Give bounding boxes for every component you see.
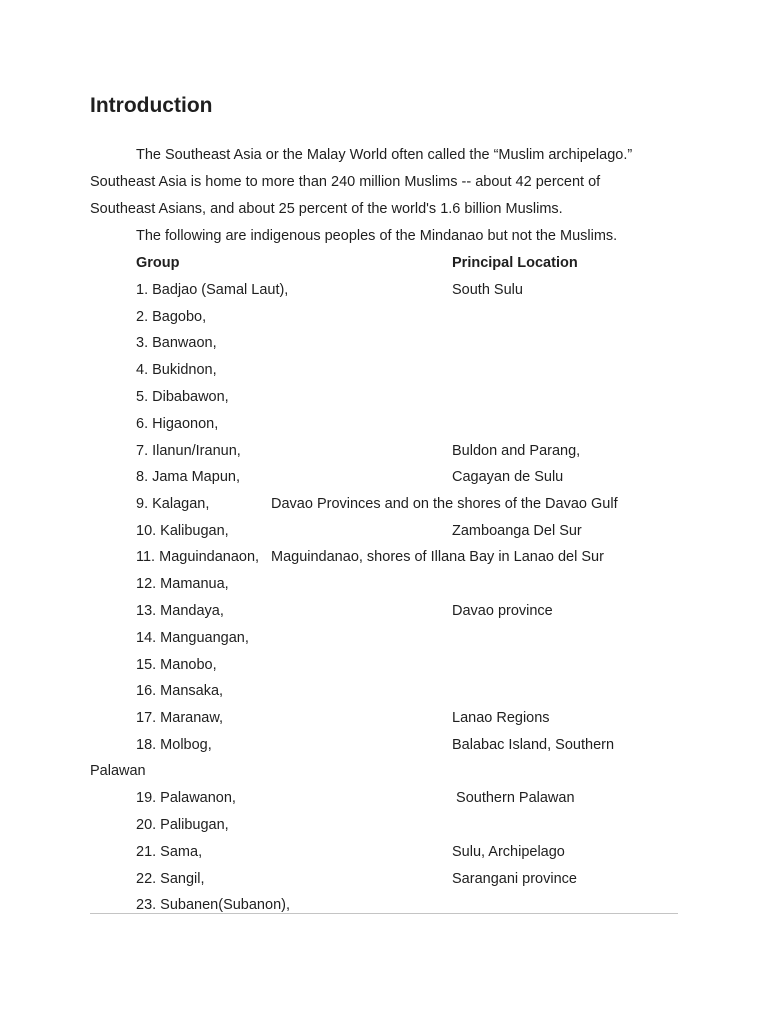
table-row-location: Davao province — [452, 603, 553, 619]
table-row-group: 13. Mandaya, — [136, 603, 224, 619]
table-row-group: 16. Mansaka, — [136, 683, 224, 699]
table-row-location: Sarangani province — [452, 871, 577, 887]
intro-line-4: The following are indigenous peoples of the Mindanao but not the Muslims. — [136, 228, 618, 244]
table-row-group: 1. Badjao (Samal Laut), — [136, 282, 289, 298]
page-title: Introduction — [90, 94, 213, 117]
table-row-location: Zamboanga Del Sur — [452, 523, 582, 539]
page-divider — [90, 913, 678, 914]
intro-line-3: Southeast Asians, and about 25 percent of the world's 1.6 billion Muslims. — [90, 201, 563, 217]
intro-line-2: Southeast Asia is home to more than 240 million Muslims -- about 42 percent of — [90, 174, 601, 190]
table-row-group: 18. Molbog, — [136, 737, 212, 753]
table-row-location-continuation: Palawan — [90, 763, 146, 779]
table-row-group: 23. Subanen(Subanon), — [136, 897, 290, 913]
table-row-group: 4. Bukidnon, — [136, 362, 217, 378]
table-row-group: 10. Kalibugan, — [136, 523, 229, 539]
table-row-group: 9. Kalagan, — [136, 496, 210, 512]
table-row-location: South Sulu — [452, 282, 523, 298]
table-row-location: Balabac Island, Southern — [452, 737, 615, 753]
table-row-group: 11. Maguindanaon, — [136, 549, 260, 565]
table-row-group: 22. Sangil, — [136, 871, 205, 887]
table-row-group: 20. Palibugan, — [136, 817, 229, 833]
intro-line-1: The Southeast Asia or the Malay World often called the “Muslim archipelago.” — [136, 147, 633, 163]
table-row-group: 5. Dibabawon, — [136, 389, 229, 405]
table-row-group: 12. Mamanua, — [136, 576, 229, 592]
table-row-group: 19. Palawanon, — [136, 790, 236, 806]
table-header-location: Principal Location — [452, 255, 578, 271]
table-row-location: Southern Palawan — [452, 790, 575, 806]
table-row-location: Maguindanao, shores of Illana Bay in Lanao del Sur — [271, 549, 604, 565]
table-row-group: 7. Ilanun/Iranun, — [136, 443, 241, 459]
table-row-group: 17. Maranaw, — [136, 710, 224, 726]
table-row-location: Lanao Regions — [452, 710, 550, 726]
table-row-location: Sulu, Archipelago — [452, 844, 565, 860]
table-row-location: Buldon and Parang, — [452, 443, 581, 459]
table-row-group: 2. Bagobo, — [136, 309, 207, 325]
table-row-group: 8. Jama Mapun, — [136, 469, 240, 485]
table-row-group: 21. Sama, — [136, 844, 203, 860]
table-row-group: 14. Manguangan, — [136, 630, 249, 646]
table-row-location: Cagayan de Sulu — [452, 469, 564, 485]
table-row-group: 15. Manobo, — [136, 657, 217, 673]
table-row-group: 3. Banwaon, — [136, 335, 217, 351]
table-header-group: Group — [136, 255, 180, 271]
table-row-group: 6. Higaonon, — [136, 416, 219, 432]
table-row-location: Davao Provinces and on the shores of the Davao Gulf — [271, 496, 618, 512]
